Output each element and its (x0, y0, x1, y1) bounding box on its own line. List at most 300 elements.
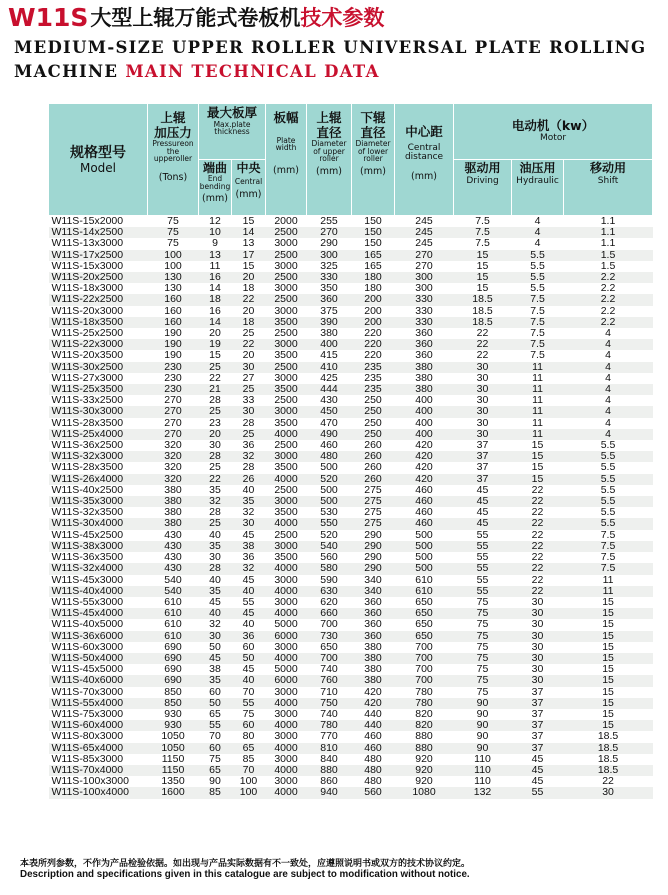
cell-lower-diameter: 260 (352, 474, 395, 485)
cell-lower-diameter: 150 (352, 238, 395, 249)
table-row (49, 238, 653, 249)
cell-plate-width: 3000 (266, 339, 307, 350)
cell-plate-width: 2500 (266, 250, 307, 261)
cell-central: 45 (232, 575, 266, 586)
table-row (49, 765, 653, 776)
cell-plate-width: 2000 (266, 216, 307, 228)
cell-pressure: 540 (148, 586, 199, 597)
table-row (49, 406, 653, 417)
header-upper-roller: 上辊 直径 Diameter of upper roller (mm) (307, 104, 352, 216)
cell-model: W11S-13x3000 (49, 238, 148, 249)
cell-lower-diameter: 165 (352, 261, 395, 272)
cell-pressure: 130 (148, 272, 199, 283)
cell-lower-diameter: 220 (352, 339, 395, 350)
cell-model: W11S-22x3000 (49, 339, 148, 350)
cell-plate-width: 4000 (266, 429, 307, 440)
table-row (49, 563, 653, 574)
cell-pressure: 270 (148, 395, 199, 406)
cell-shift-motor: 2.2 (564, 306, 653, 317)
cell-central: 100 (232, 776, 266, 787)
cell-hydraulic-motor: 7.5 (512, 339, 564, 350)
table-row (49, 317, 653, 328)
cell-plate-width: 3500 (266, 507, 307, 518)
cell-driving-motor: 75 (454, 608, 512, 619)
cell-central: 36 (232, 631, 266, 642)
cell-plate-width: 3000 (266, 451, 307, 462)
cell-upper-diameter: 375 (307, 306, 352, 317)
cell-hydraulic-motor: 45 (512, 754, 564, 765)
cell-pressure: 190 (148, 339, 199, 350)
cell-model: W11S-36x6000 (49, 631, 148, 642)
cell-end-bending: 30 (199, 631, 232, 642)
table-row (49, 395, 653, 406)
cell-pressure: 690 (148, 664, 199, 675)
cell-upper-diameter: 620 (307, 597, 352, 608)
cell-driving-motor: 30 (454, 429, 512, 440)
cell-central-distance: 400 (395, 406, 454, 417)
cell-lower-diameter: 275 (352, 485, 395, 496)
cell-upper-diameter: 810 (307, 743, 352, 754)
cell-model: W11S-55x3000 (49, 597, 148, 608)
cell-central-distance: 700 (395, 664, 454, 675)
cell-end-bending: 38 (199, 664, 232, 675)
cell-hydraulic-motor: 37 (512, 709, 564, 720)
cell-central-distance: 420 (395, 440, 454, 451)
cell-lower-diameter: 380 (352, 675, 395, 686)
cell-central-distance: 245 (395, 238, 454, 249)
cell-end-bending: 35 (199, 586, 232, 597)
cell-hydraulic-motor: 4 (512, 227, 564, 238)
cell-upper-diameter: 350 (307, 283, 352, 294)
cell-end-bending: 25 (199, 462, 232, 473)
cell-lower-diameter: 235 (352, 362, 395, 373)
cell-central: 17 (232, 250, 266, 261)
cell-end-bending: 30 (199, 552, 232, 563)
cell-lower-diameter: 150 (352, 227, 395, 238)
cell-central: 55 (232, 597, 266, 608)
cell-central: 36 (232, 440, 266, 451)
cell-central-distance: 380 (395, 384, 454, 395)
cell-driving-motor: 15 (454, 272, 512, 283)
cell-driving-motor: 75 (454, 675, 512, 686)
cell-end-bending: 60 (199, 687, 232, 698)
cell-driving-motor: 30 (454, 362, 512, 373)
cell-shift-motor: 5.5 (564, 518, 653, 529)
cell-hydraulic-motor: 4 (512, 238, 564, 249)
cell-central: 45 (232, 530, 266, 541)
cell-driving-motor: 37 (454, 474, 512, 485)
cell-central-distance: 360 (395, 350, 454, 361)
cell-central-distance: 360 (395, 339, 454, 350)
cell-driving-motor: 30 (454, 373, 512, 384)
cell-end-bending: 19 (199, 339, 232, 350)
cell-shift-motor: 15 (564, 687, 653, 698)
cell-central: 15 (232, 216, 266, 228)
cell-end-bending: 40 (199, 608, 232, 619)
table-row (49, 664, 653, 675)
cell-central-distance: 460 (395, 485, 454, 496)
cell-shift-motor: 15 (564, 709, 653, 720)
cell-plate-width: 4000 (266, 608, 307, 619)
cell-shift-motor: 18.5 (564, 731, 653, 742)
cell-end-bending: 14 (199, 283, 232, 294)
cell-pressure: 160 (148, 317, 199, 328)
cell-hydraulic-motor: 11 (512, 395, 564, 406)
cell-central: 55 (232, 698, 266, 709)
cell-pressure: 190 (148, 328, 199, 339)
cell-end-bending: 45 (199, 597, 232, 608)
header-central-distance: 中心距 Central distance (mm) (395, 104, 454, 216)
cell-central-distance: 420 (395, 462, 454, 473)
cell-lower-diameter: 360 (352, 619, 395, 630)
cell-plate-width: 4000 (266, 474, 307, 485)
cell-driving-motor: 15 (454, 261, 512, 272)
cell-pressure: 690 (148, 653, 199, 664)
cell-plate-width: 6000 (266, 631, 307, 642)
cell-upper-diameter: 590 (307, 575, 352, 586)
cell-central-distance: 245 (395, 216, 454, 228)
cell-hydraulic-motor: 11 (512, 406, 564, 417)
cell-model: W11S-100x3000 (49, 776, 148, 787)
cell-central-distance: 700 (395, 653, 454, 664)
cell-shift-motor: 15 (564, 631, 653, 642)
cell-upper-diameter: 770 (307, 731, 352, 742)
cell-central-distance: 380 (395, 362, 454, 373)
cell-model: W11S-20x3000 (49, 306, 148, 317)
cell-driving-motor: 75 (454, 631, 512, 642)
cell-driving-motor: 55 (454, 552, 512, 563)
cell-upper-diameter: 750 (307, 698, 352, 709)
cell-hydraulic-motor: 37 (512, 731, 564, 742)
cell-central: 75 (232, 709, 266, 720)
cell-shift-motor: 7.5 (564, 552, 653, 563)
cell-central: 20 (232, 350, 266, 361)
cell-lower-diameter: 460 (352, 743, 395, 754)
cell-central: 30 (232, 406, 266, 417)
cell-hydraulic-motor: 30 (512, 653, 564, 664)
cell-plate-width: 3000 (266, 496, 307, 507)
table-row (49, 787, 653, 798)
cell-model: W11S-65x4000 (49, 743, 148, 754)
cell-model: W11S-30x2500 (49, 362, 148, 373)
cell-upper-diameter: 650 (307, 642, 352, 653)
cell-hydraulic-motor: 15 (512, 462, 564, 473)
title-en-line2-black: MACHINE (14, 62, 119, 81)
cell-upper-diameter: 520 (307, 530, 352, 541)
cell-driving-motor: 37 (454, 451, 512, 462)
table-row (49, 418, 653, 429)
cell-hydraulic-motor: 11 (512, 429, 564, 440)
cell-end-bending: 15 (199, 350, 232, 361)
cell-pressure: 850 (148, 687, 199, 698)
table-row (49, 743, 653, 754)
cell-plate-width: 2500 (266, 272, 307, 283)
cell-shift-motor: 15 (564, 698, 653, 709)
cell-shift-motor: 4 (564, 406, 653, 417)
cell-driving-motor: 15 (454, 250, 512, 261)
cell-model: W11S-27x3000 (49, 373, 148, 384)
cell-plate-width: 3000 (266, 261, 307, 272)
cell-model: W11S-15x3000 (49, 261, 148, 272)
cell-end-bending: 75 (199, 754, 232, 765)
cell-driving-motor: 18.5 (454, 294, 512, 305)
header-plate-width: 板幅 Plate width (mm) (266, 104, 307, 216)
cell-pressure: 270 (148, 418, 199, 429)
cell-shift-motor: 5.5 (564, 474, 653, 485)
cell-pressure: 320 (148, 462, 199, 473)
cell-upper-diameter: 840 (307, 754, 352, 765)
cell-lower-diameter: 200 (352, 306, 395, 317)
cell-pressure: 610 (148, 608, 199, 619)
cell-driving-motor: 18.5 (454, 317, 512, 328)
cell-shift-motor: 1.5 (564, 261, 653, 272)
cell-end-bending: 90 (199, 776, 232, 787)
cell-model: W11S-18x3000 (49, 283, 148, 294)
cell-plate-width: 2500 (266, 328, 307, 339)
cell-end-bending: 35 (199, 541, 232, 552)
cell-lower-diameter: 200 (352, 317, 395, 328)
cell-end-bending: 10 (199, 227, 232, 238)
cell-end-bending: 16 (199, 272, 232, 283)
table-row (49, 294, 653, 305)
page-title (8, 2, 384, 32)
cell-central-distance: 500 (395, 541, 454, 552)
cell-pressure: 610 (148, 597, 199, 608)
header-central: 中央 Central (mm) (232, 160, 266, 216)
cell-lower-diameter: 275 (352, 496, 395, 507)
cell-lower-diameter: 220 (352, 350, 395, 361)
table-row (49, 373, 653, 384)
cell-end-bending: 13 (199, 250, 232, 261)
cell-plate-width: 2500 (266, 294, 307, 305)
cell-pressure: 160 (148, 306, 199, 317)
cell-shift-motor: 7.5 (564, 530, 653, 541)
cell-central-distance: 920 (395, 776, 454, 787)
cell-lower-diameter: 290 (352, 563, 395, 574)
cell-central-distance: 920 (395, 765, 454, 776)
cell-central: 85 (232, 754, 266, 765)
cell-upper-diameter: 490 (307, 429, 352, 440)
header-pressure: 上辊 加压力 Pressureon the upperoller (Tons) (148, 104, 199, 216)
cell-central-distance: 245 (395, 227, 454, 238)
cell-plate-width: 2500 (266, 440, 307, 451)
cell-lower-diameter: 250 (352, 406, 395, 417)
table-row (49, 575, 653, 586)
cell-end-bending: 65 (199, 765, 232, 776)
cell-central: 20 (232, 272, 266, 283)
cell-pressure: 430 (148, 552, 199, 563)
cell-central: 60 (232, 642, 266, 653)
cell-shift-motor: 1.1 (564, 238, 653, 249)
cell-upper-diameter: 400 (307, 339, 352, 350)
cell-central-distance: 400 (395, 429, 454, 440)
cell-central: 33 (232, 395, 266, 406)
cell-upper-diameter: 740 (307, 664, 352, 675)
cell-pressure: 380 (148, 507, 199, 518)
cell-hydraulic-motor: 5.5 (512, 272, 564, 283)
cell-model: W11S-18x3500 (49, 317, 148, 328)
table-row (49, 754, 653, 765)
cell-end-bending: 32 (199, 496, 232, 507)
cell-plate-width: 3000 (266, 642, 307, 653)
cell-pressure: 100 (148, 250, 199, 261)
cell-plate-width: 3000 (266, 597, 307, 608)
cell-model: W11S-25x4000 (49, 429, 148, 440)
cell-central-distance: 330 (395, 306, 454, 317)
cell-end-bending: 16 (199, 306, 232, 317)
cell-central: 50 (232, 653, 266, 664)
cell-central-distance: 420 (395, 474, 454, 485)
cell-lower-diameter: 420 (352, 698, 395, 709)
cell-lower-diameter: 440 (352, 709, 395, 720)
cell-central-distance: 920 (395, 754, 454, 765)
cell-hydraulic-motor: 11 (512, 373, 564, 384)
cell-shift-motor: 15 (564, 619, 653, 630)
cell-hydraulic-motor: 7.5 (512, 294, 564, 305)
cell-pressure: 380 (148, 496, 199, 507)
cell-central: 30 (232, 362, 266, 373)
cell-lower-diameter: 220 (352, 328, 395, 339)
cell-pressure: 1150 (148, 765, 199, 776)
cell-shift-motor: 1.5 (564, 250, 653, 261)
cell-driving-motor: 30 (454, 395, 512, 406)
cell-central: 27 (232, 373, 266, 384)
table-row (49, 608, 653, 619)
table-row (49, 631, 653, 642)
cell-upper-diameter: 940 (307, 787, 352, 798)
cell-hydraulic-motor: 15 (512, 451, 564, 462)
cell-central-distance: 780 (395, 698, 454, 709)
cell-hydraulic-motor: 11 (512, 418, 564, 429)
cell-driving-motor: 7.5 (454, 227, 512, 238)
footnote-cn: 本表所列参数，不作为产品检验依据。如出现与产品实际数据有不一致处，应遵照说明书或双方的技术协议约定。 (20, 859, 471, 869)
title-en-line2 (14, 62, 380, 81)
cell-model: W11S-33x2500 (49, 395, 148, 406)
cell-shift-motor: 15 (564, 608, 653, 619)
cell-central: 25 (232, 384, 266, 395)
cell-end-bending: 55 (199, 720, 232, 731)
cell-plate-width: 3000 (266, 306, 307, 317)
cell-hydraulic-motor: 11 (512, 384, 564, 395)
cell-pressure: 380 (148, 485, 199, 496)
cell-hydraulic-motor: 22 (512, 496, 564, 507)
cell-model: W11S-28x3500 (49, 418, 148, 429)
cell-pressure: 430 (148, 541, 199, 552)
cell-hydraulic-motor: 37 (512, 720, 564, 731)
cell-shift-motor: 4 (564, 339, 653, 350)
cell-plate-width: 3000 (266, 731, 307, 742)
cell-driving-motor: 90 (454, 731, 512, 742)
cell-central: 70 (232, 687, 266, 698)
cell-model: W11S-17x2500 (49, 250, 148, 261)
cell-shift-motor: 7.5 (564, 541, 653, 552)
cell-plate-width: 3500 (266, 317, 307, 328)
title-cn-highlight: 技术参数 (300, 6, 385, 30)
cell-central-distance: 500 (395, 530, 454, 541)
cell-upper-diameter: 330 (307, 272, 352, 283)
cell-central: 14 (232, 227, 266, 238)
cell-model: W11S-40x2500 (49, 485, 148, 496)
cell-hydraulic-motor: 22 (512, 586, 564, 597)
table-header (49, 104, 653, 216)
cell-upper-diameter: 500 (307, 462, 352, 473)
cell-upper-diameter: 580 (307, 563, 352, 574)
cell-central-distance: 610 (395, 575, 454, 586)
cell-upper-diameter: 450 (307, 406, 352, 417)
cell-central-distance: 460 (395, 507, 454, 518)
cell-model: W11S-14x2500 (49, 227, 148, 238)
cell-upper-diameter: 500 (307, 485, 352, 496)
cell-central-distance: 820 (395, 709, 454, 720)
header-motor: 电动机（kw） Motor (454, 104, 653, 160)
cell-upper-diameter: 630 (307, 586, 352, 597)
table-row (49, 642, 653, 653)
cell-model: W11S-75x3000 (49, 709, 148, 720)
cell-plate-width: 4000 (266, 765, 307, 776)
cell-model: W11S-32x3500 (49, 507, 148, 518)
cell-lower-diameter: 260 (352, 462, 395, 473)
cell-upper-diameter: 380 (307, 328, 352, 339)
cell-shift-motor: 4 (564, 395, 653, 406)
cell-lower-diameter: 480 (352, 765, 395, 776)
cell-hydraulic-motor: 22 (512, 507, 564, 518)
cell-hydraulic-motor: 5.5 (512, 261, 564, 272)
cell-plate-width: 3000 (266, 541, 307, 552)
table-row (49, 675, 653, 686)
cell-shift-motor: 15 (564, 642, 653, 653)
cell-lower-diameter: 380 (352, 664, 395, 675)
cell-lower-diameter: 180 (352, 272, 395, 283)
cell-model: W11S-28x3500 (49, 462, 148, 473)
cell-plate-width: 2500 (266, 227, 307, 238)
cell-end-bending: 70 (199, 731, 232, 742)
cell-end-bending: 28 (199, 395, 232, 406)
table-row (49, 216, 653, 228)
cell-driving-motor: 45 (454, 518, 512, 529)
cell-central: 22 (232, 339, 266, 350)
cell-lower-diameter: 235 (352, 373, 395, 384)
cell-hydraulic-motor: 45 (512, 776, 564, 787)
cell-upper-diameter: 430 (307, 395, 352, 406)
cell-lower-diameter: 250 (352, 395, 395, 406)
cell-central-distance: 400 (395, 395, 454, 406)
cell-plate-width: 3000 (266, 575, 307, 586)
cell-model: W11S-100x4000 (49, 787, 148, 798)
cell-plate-width: 3000 (266, 238, 307, 249)
cell-end-bending: 20 (199, 328, 232, 339)
cell-driving-motor: 7.5 (454, 216, 512, 228)
cell-central: 36 (232, 552, 266, 563)
cell-central-distance: 300 (395, 272, 454, 283)
cell-lower-diameter: 165 (352, 250, 395, 261)
cell-shift-motor: 1.1 (564, 216, 653, 228)
table-row (49, 597, 653, 608)
cell-hydraulic-motor: 55 (512, 787, 564, 798)
cell-central-distance: 330 (395, 317, 454, 328)
cell-end-bending: 25 (199, 362, 232, 373)
cell-model: W11S-45x3000 (49, 575, 148, 586)
cell-lower-diameter: 380 (352, 653, 395, 664)
cell-lower-diameter: 380 (352, 642, 395, 653)
cell-lower-diameter: 420 (352, 687, 395, 698)
cell-shift-motor: 2.2 (564, 317, 653, 328)
cell-pressure: 230 (148, 384, 199, 395)
cell-model: W11S-45x2500 (49, 530, 148, 541)
header-hydraulic: 油压用 Hydraulic (512, 160, 564, 216)
cell-shift-motor: 11 (564, 575, 653, 586)
cell-end-bending: 12 (199, 216, 232, 228)
table-row (49, 586, 653, 597)
